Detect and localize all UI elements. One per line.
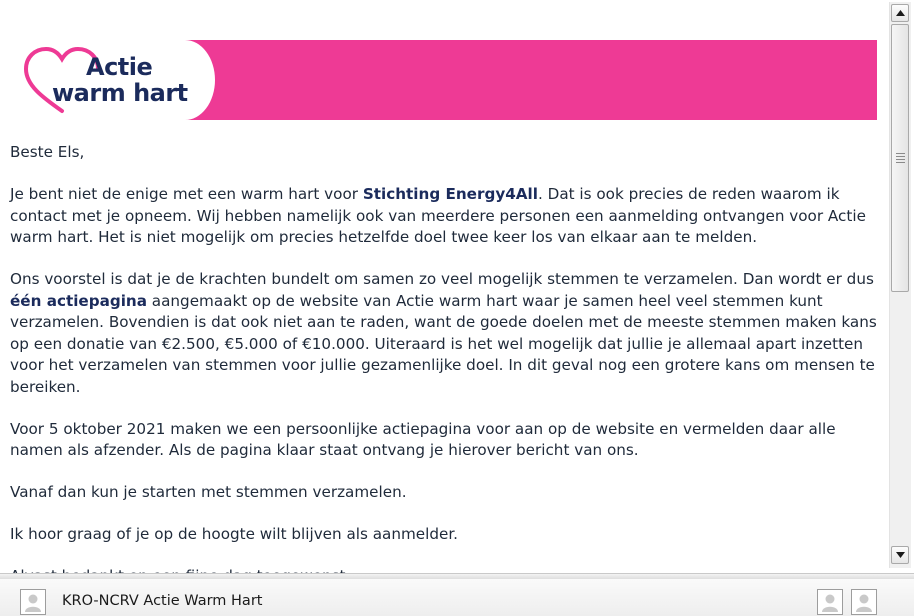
email-body [10,142,882,608]
logo-wordmark [52,54,222,106]
people-pane [0,579,914,616]
sender-avatar[interactable] [20,589,46,615]
person-icon [23,592,43,612]
scroll-up-button[interactable] [891,4,909,22]
recipient-avatar[interactable] [817,589,843,615]
sender-name[interactable]: KRO-NCRV Actie Warm Hart [62,593,263,609]
person-icon [820,592,840,612]
p2-text-end: aangemaakt op de website van Actie warm hart waar je samen heel veel stemmen kunt verzamelen. Bovendien is dat ook niet aan te raden, want de goede doelen met de meeste stemmen maken kans op een donatie van €2.500, €5.000 of €10.000. Uiteraard is het wel mogelijk dat jullie je allemaal apart inzetten voor het verzamelen van stemmen voor jullie gezamenlijke doel. In dit geval nog een grotere kans om mensen te bereiken. [10,291,877,396]
scroll-down-button[interactable] [891,546,909,564]
person-icon [854,592,874,612]
greeting: Beste Els, [10,143,85,161]
paragraph-3: Voor 5 oktober 2021 maken we een persoonlijke actiepagina voor aan op de website en vermelden daar alle namen als afzender. Als de pagina klaar staat ontvang je hierover bericht van ons. [10,419,836,459]
logo-line-1: Actie [86,53,153,81]
scroll-thumb[interactable] [891,24,909,292]
p1-text-end: . Dat is ook precies de reden waarom ik contact met je opneem. Wij hebben namelijk ook van meerdere personen een aanmelding ontvangen voor Actie warm hart. Het is niet mogelijk om precies hetzelfde doel twee keer los van elkaar aan te melden. [10,185,866,246]
emphasis-actiepagina: één actiepagina [10,291,147,310]
p2-text: Ons voorstel is dat je de krachten bundelt om samen zo veel mogelijk stemmen te verzamelen. Dan wordt er dus [10,270,874,288]
paragraph-1 [10,184,882,249]
chevron-down-icon [896,552,905,558]
chevron-up-icon [896,10,905,16]
p1-text: Je bent niet de enige met een warm hart voor [10,185,363,203]
logo-line-2: warm hart [52,79,188,107]
organisation-name: Stichting Energy4All [362,185,538,203]
recipient-avatar[interactable] [851,589,877,615]
paragraph-5: Ik hoor graag of je op de hoogte wilt blijven als aanmelder. [10,525,459,543]
vertical-scrollbar[interactable] [889,2,911,568]
actie-warm-hart-banner [10,40,877,120]
paragraph-4: Vanaf dan kun je starten met stemmen verzamelen. [10,483,407,501]
paragraph-2 [10,269,882,398]
scroll-grip-icon [896,153,905,165]
